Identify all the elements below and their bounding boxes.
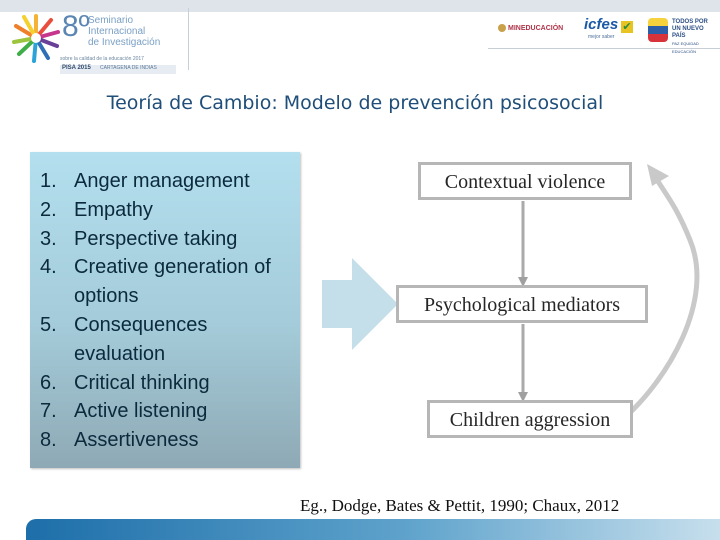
seminar-line-1: Seminario bbox=[88, 15, 134, 26]
citation: Eg., Dodge, Bates & Pettit, 1990; Chaux, 2012 bbox=[300, 496, 620, 515]
mineducacion-logo: MINEDUCACIÓN bbox=[508, 25, 564, 32]
list-item-number: 6. bbox=[40, 371, 57, 394]
list-item-text: Assertiveness bbox=[74, 429, 199, 452]
list-item-text: Creative generation of options bbox=[74, 256, 271, 308]
list-item-text: Empathy bbox=[74, 198, 153, 221]
list-item-text: Active listening bbox=[74, 400, 208, 423]
footer-bar bbox=[26, 519, 720, 540]
list-item-text: Consequences evaluation bbox=[74, 313, 208, 365]
list-item-number: 2. bbox=[40, 198, 57, 221]
list-item-number: 5. bbox=[40, 313, 57, 336]
nuevo-pais-sub: PAZ EQUIDAD EDUCACIÓN bbox=[672, 41, 699, 54]
nuevo-pais-text: TODOS POR UN NUEVO PAÍS bbox=[672, 19, 708, 39]
seminar-line-2: Internacional bbox=[88, 26, 146, 37]
list-item-number: 1. bbox=[40, 170, 57, 192]
pisa-label: PISA 2015 bbox=[62, 65, 91, 71]
list-item-number: 7. bbox=[40, 400, 57, 423]
children-aggression-box: Children aggression bbox=[427, 400, 633, 438]
list-item-text: Perspective taking bbox=[74, 227, 238, 250]
seminar-number: 8º bbox=[62, 10, 90, 43]
seminar-line-3: de Investigación bbox=[88, 37, 161, 48]
list-item-text: Anger management bbox=[74, 170, 250, 192]
slide-title: Teoría de Cambio: Modelo de prevención psicosocial bbox=[106, 92, 604, 114]
icfes-subtitle: mejor saber bbox=[588, 34, 615, 40]
city-label: CARTAGENA DE INDIAS bbox=[100, 65, 157, 71]
psychological-mediators-box: Psychological mediators bbox=[396, 285, 648, 323]
list-item-text: Critical thinking bbox=[74, 371, 210, 394]
contextual-violence-box: Contextual violence bbox=[418, 162, 632, 200]
check-icon: ✔ bbox=[622, 20, 632, 33]
seminar-tagline: sobre la calidad de la educación 2017 bbox=[60, 56, 144, 62]
icfes-logo: icfes bbox=[584, 16, 619, 33]
list-item-number: 4. bbox=[40, 256, 57, 279]
list-item-number: 8. bbox=[40, 429, 57, 452]
list-item-number: 3. bbox=[40, 227, 57, 250]
